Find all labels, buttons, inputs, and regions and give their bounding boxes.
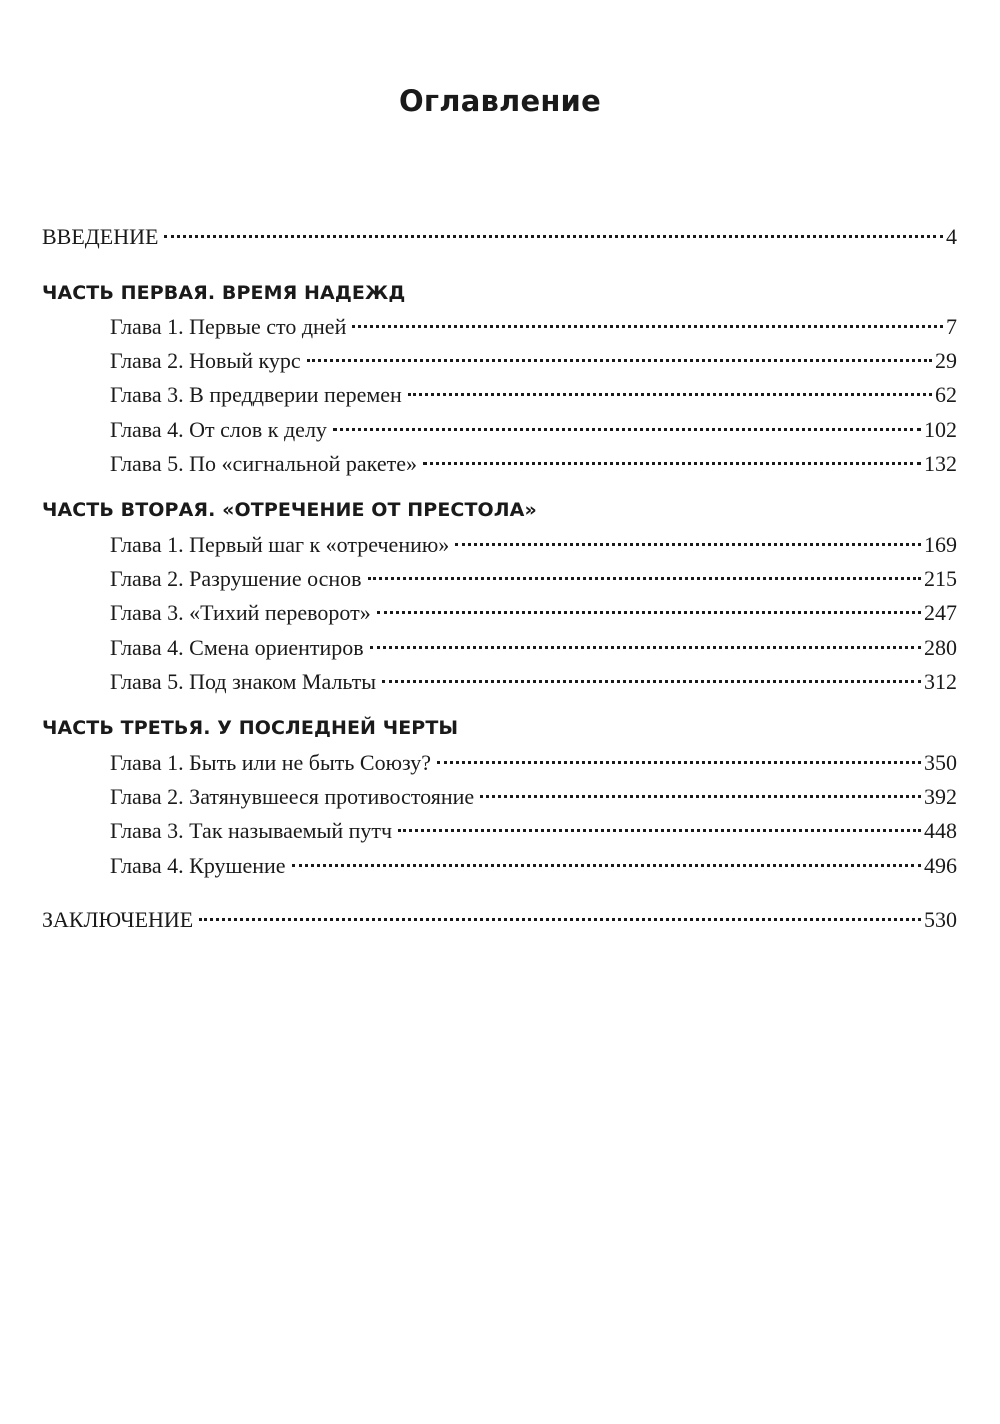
dot-leader [398, 829, 921, 832]
toc-entry-chapter [110, 415, 957, 445]
dot-leader [307, 359, 932, 362]
toc-page-number: 448 [924, 818, 957, 843]
toc-entry-label: Глава 3. Так называемый путч [110, 818, 393, 843]
toc-page-number: 29 [935, 348, 957, 373]
toc-page-number: 169 [924, 532, 957, 557]
toc-entry-label: Глава 1. Быть или не быть Союзу? [110, 750, 432, 775]
toc-page-number: 247 [924, 600, 957, 625]
toc-entry-chapter [110, 598, 957, 628]
toc-page-number: 350 [924, 750, 957, 775]
toc-page-number: 62 [935, 382, 957, 407]
dot-leader [292, 864, 921, 867]
toc-page-number: 312 [924, 669, 957, 694]
toc-entry-chapter [110, 816, 957, 846]
toc-page-number: 215 [924, 566, 957, 591]
toc-entry-intro [42, 222, 957, 252]
toc-entry-label: Глава 3. В преддверии перемен [110, 382, 402, 407]
toc-entry-chapter [110, 449, 957, 479]
toc-page-number: 4 [946, 224, 957, 249]
toc-entry-label: Глава 3. «Тихий переворот» [110, 600, 371, 625]
toc-entry-chapter [110, 346, 957, 376]
toc-entry-chapter [110, 530, 957, 560]
dot-leader [382, 680, 921, 683]
toc-entry-chapter [110, 312, 957, 342]
toc-page-number: 132 [924, 451, 957, 476]
toc-entry-chapter [110, 564, 957, 594]
toc-entry-chapter [110, 633, 957, 663]
toc-entry-label: Глава 2. Разрушение основ [110, 566, 362, 591]
toc-entry-chapter [110, 782, 957, 812]
toc-page-number: 7 [946, 314, 957, 339]
toc-entry-label: Глава 2. Затянувшееся противостояние [110, 784, 475, 809]
toc-page-number: 392 [924, 784, 957, 809]
dot-leader [408, 393, 932, 396]
toc-page-number: 102 [924, 417, 957, 442]
toc-entry-chapter [110, 748, 957, 778]
toc-entry-label: ВВЕДЕНИЕ [42, 224, 159, 249]
dot-leader [352, 325, 943, 328]
dot-leader [377, 611, 921, 614]
toc-entry-chapter [110, 667, 957, 697]
dot-leader [368, 577, 921, 580]
toc-entry-label: Глава 1. Первый шаг к «отречению» [110, 532, 450, 557]
toc-page-number: 280 [924, 635, 957, 660]
part-heading-3: ЧАСТЬ ТРЕТЬЯ. У ПОСЛЕДНЕЙ ЧЕРТЫ [42, 717, 459, 739]
toc-page-number: 530 [924, 907, 957, 932]
toc-entry-chapter [110, 380, 957, 410]
toc-page-number: 496 [924, 853, 957, 878]
toc-entry-label: ЗАКЛЮЧЕНИЕ [42, 907, 194, 932]
toc-entry-chapter [110, 851, 957, 881]
part-heading-2: ЧАСТЬ ВТОРАЯ. «ОТРЕЧЕНИЕ ОТ ПРЕСТОЛА» [42, 499, 537, 521]
toc-entry-conclusion [42, 905, 957, 935]
dot-leader [437, 761, 921, 764]
toc-entry-label: Глава 4. Крушение [110, 853, 286, 878]
dot-leader [370, 646, 921, 649]
toc-entry-label: Глава 4. От слов к делу [110, 417, 327, 442]
toc-entry-label: Глава 4. Смена ориентиров [110, 635, 364, 660]
toc-entry-label: Глава 5. Под знаком Мальты [110, 669, 377, 694]
dot-leader [333, 428, 921, 431]
dot-leader [164, 235, 943, 238]
page-title: Оглавление [399, 84, 601, 118]
dot-leader [423, 462, 921, 465]
dot-leader [480, 795, 921, 798]
part-heading-1: ЧАСТЬ ПЕРВАЯ. ВРЕМЯ НАДЕЖД [42, 282, 406, 304]
toc-entry-label: Глава 5. По «сигнальной ракете» [110, 451, 417, 476]
toc-entry-label: Глава 1. Первые сто дней [110, 314, 347, 339]
dot-leader [455, 543, 921, 546]
dot-leader [199, 918, 921, 921]
toc-entry-label: Глава 2. Новый курс [110, 348, 301, 373]
